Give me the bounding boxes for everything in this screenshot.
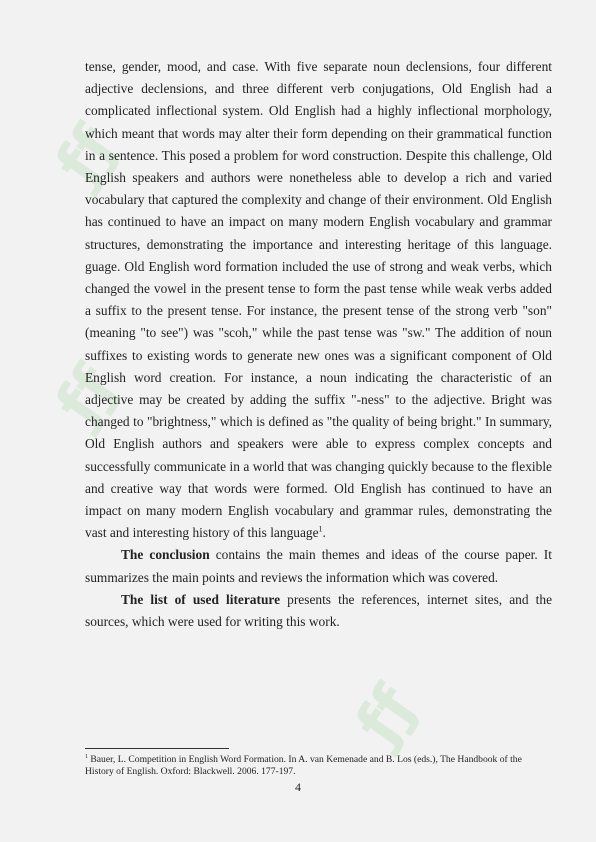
paragraph-literature: The list of used literature presents the references, internet sites, and the sources, which were used for writing this work. <box>85 591 553 630</box>
paragraph-conclusion: The conclusion contains the main themes and ideas of the course paper. It summarizes the main points and reviews the information which was covered. <box>85 547 552 585</box>
page-number: 4 <box>295 780 301 794</box>
watermark-logo: ƒƒ <box>342 673 430 757</box>
footnote-text: Bauer, L. Competition in English Word Formation. In A. van Kemenade and B. Los (eds.), The Handbook of the History of English. Oxford: Blackwell. 2006. 177-197. <box>85 754 522 777</box>
footnote-separator <box>85 748 229 749</box>
watermark-logo: ƒƒ <box>42 353 130 437</box>
literature-term: The list of used literature <box>121 591 281 607</box>
footnote <box>85 754 552 778</box>
body-text <box>85 56 552 633</box>
footnote-reference[interactable]: 1 <box>318 524 323 534</box>
watermark-logo: ƒƒ <box>42 113 130 197</box>
footnote-marker: 1 <box>85 753 88 760</box>
paragraph-old-english: tense, gender, mood, and case. With five separate noun declensions, four different adjective declensions, and three different verb conjugations, Old English had a complicated inflectional system. Old English had a highly inflectional morphology, which meant that words may alter their form depending on their grammatical function in a sentence. This posed a problem for word construction. Despite this challenge, Old English speakers and authors were nonetheless able to develop a rich and varied vocabulary that captured the complexity and change of their environment. Old English has continued to have an impact on many modern English vocabulary and grammar structures, demonstrating the importance and interesting heritage of this language. guage. Old English word formation included the use of strong and weak verbs, which changed the vowel in the present tense to form the past tense while weak verbs added a suffix to the present tense. For instance, the present tense of the strong verb "son" (meaning "to see") was "scoh," while the past tense was "sw." The addition of noun suffixes to existing words to generate new ones was a significant component of Old English word creation. For instance, a noun indicating the characteristic of an adjective may be created by adding the suffix "-ness" to the adjective. Bright was changed to "brightness," which is defined as "the quality of being bright." In summary, Old English authors and speakers were able to express complex concepts and successfully communicate in a world that was changing quickly because to the flexible and creative way that words were formed. Old English has continued to have an impact on many modern English vocabulary and grammar rules, demonstrating the vast and interesting history of this language$^1$. <box>85 59 552 541</box>
conclusion-term: The conclusion <box>121 547 210 563</box>
